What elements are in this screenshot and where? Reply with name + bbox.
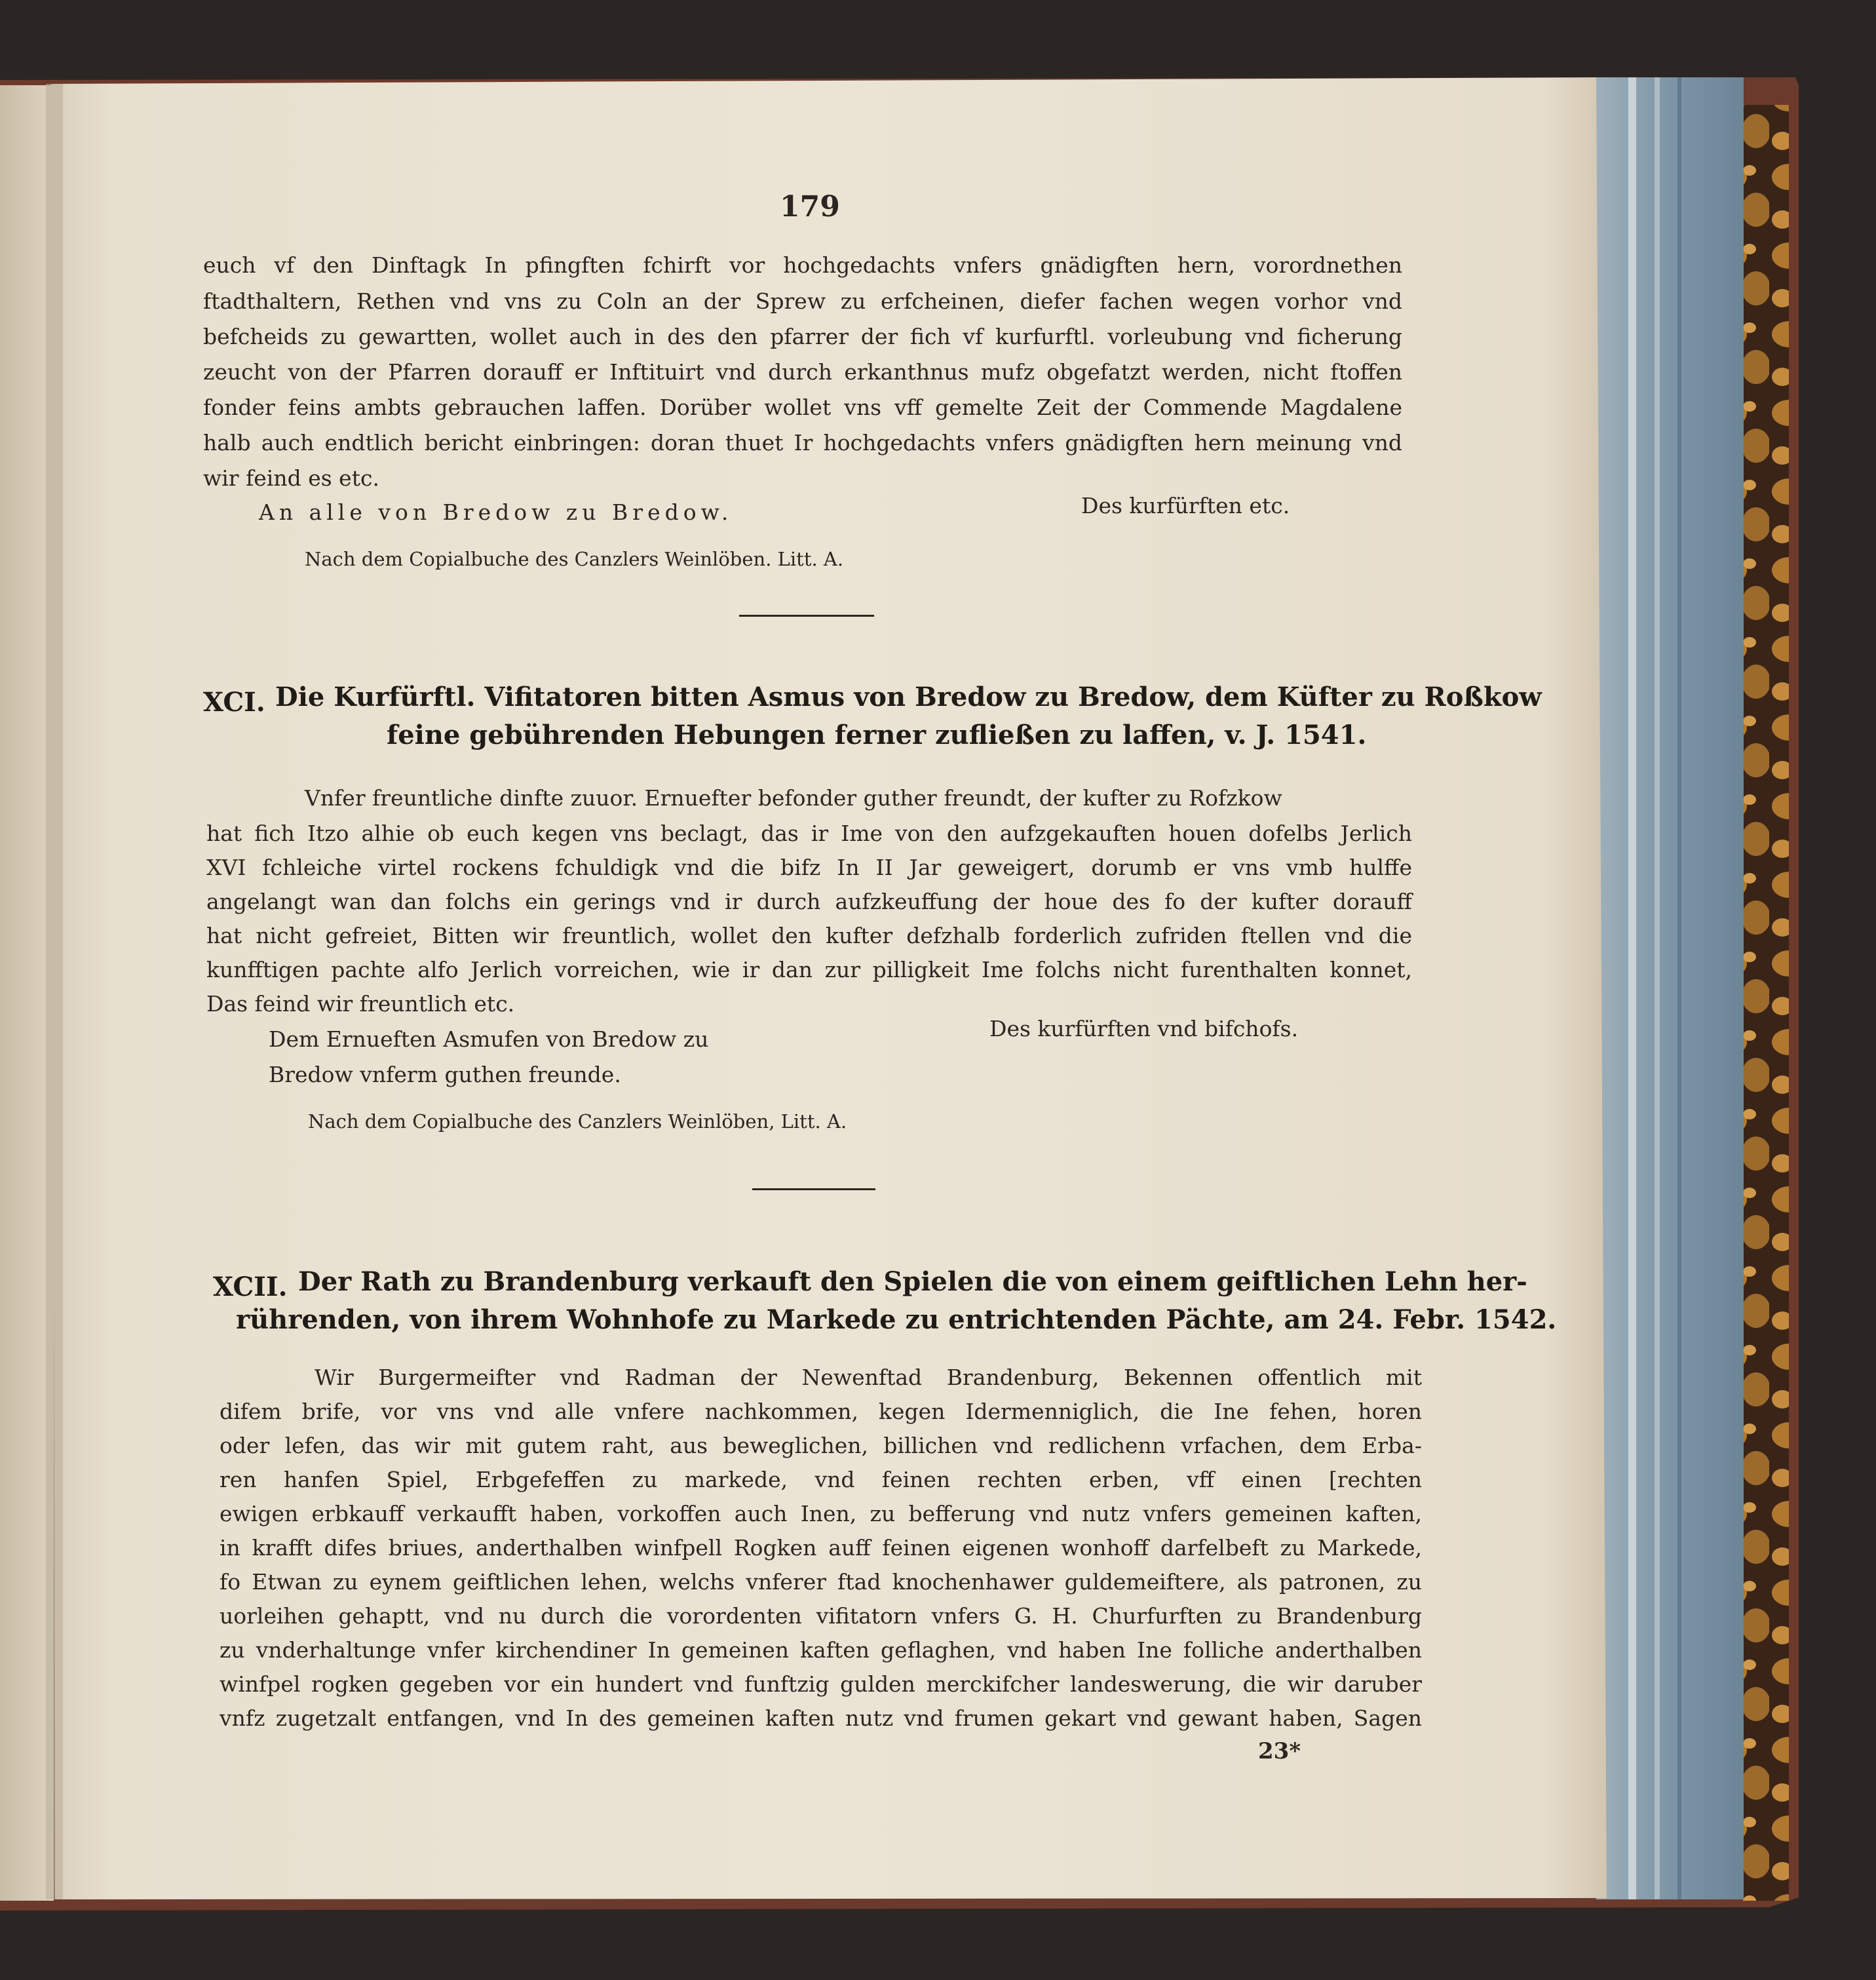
signature: Des kurfürften vnd bifchofs. (989, 1016, 1299, 1041)
text-line: uorleihen gehaptt, vnd nu durch die vorordenten vifitatorn vnfers G. H. Churfurften zu Brandenburg (220, 1603, 1422, 1629)
section-divider (739, 615, 874, 617)
section-numeral: XCI. (203, 687, 265, 718)
text-line: XVI fchleiche virtel rockens fchuldigk vnd die bifz In II Jar geweigert, dorumb er vns vmb hulffe (206, 855, 1412, 880)
text-line: fonder feins ambts gebrauchen laffen. Dorüber wollet vns vff gemelte Zeit der Commende Magdalene (203, 395, 1402, 420)
text-line: halb auch endtlich bericht einbringen: doran thuet Ir hochgedachts vnfers gnädigften hern meinung vnd (203, 430, 1402, 456)
text-line: zeucht von der Pfarren dorauff er Inftituirt vnd durch erkanthnus mufz obgefatzt werden, nicht ftoffen (203, 359, 1402, 385)
text-line: hat nicht gefreiet, Bitten wir freuntlich, wollet den kufter defzhalb forderlich zufriden ftellen vnd die (206, 923, 1412, 948)
address-line: Bredow vnferm guthen freunde. (269, 1062, 621, 1087)
section-numeral: XCII. (213, 1271, 288, 1302)
page-number: 179 (780, 190, 840, 223)
text-line: vnfz zugetzalt entfangen, vnd In des gemeinen kaften nutz vnd frumen gekart vnd gewant haben, Sagen (220, 1705, 1422, 1731)
text-line: oder lefen, das wir mit gutem raht, aus beweglichen, billichen vnd redlichenn vrfachen, dem Erba- (220, 1433, 1422, 1458)
address-line: An alle von Bredow zu Bredow. (259, 499, 733, 525)
section-title-line: rührenden, von ihrem Wohnhofe zu Markede zu entrichtenden Pächte, am 24. Febr. 1542. (236, 1304, 1557, 1335)
text-line: kunfftigen pachte alfo Jerlich vorreichen, wie ir dan zur pilligkeit Ime folchs nicht furenthalten konnet, (206, 957, 1412, 982)
text-line: hat fich Itzo alhie ob euch kegen vns beclagt, das ir Ime von den aufzgekauften houen dofelbs Jerlich (206, 821, 1412, 846)
text-line: Wir Burgermeifter vnd Radman der Newenftad Brandenburg, Bekennen offentlich mit (315, 1365, 1422, 1390)
text-line: difem brife, vor vns vnd alle vnfere nachkommen, kegen Idermenniglich, die Ine fehen, horen (220, 1399, 1422, 1424)
source-note: Nach dem Copialbuche des Canzlers Weinlöben, Litt. A. (308, 1110, 847, 1133)
text-line: winfpel rogken gegeben vor ein hundert vnd funftzig gulden merckifcher landeswerung, die wir daruber (220, 1671, 1422, 1697)
section-title-line: feine gebührenden Hebungen ferner zufließen zu laffen, v. J. 1541. (387, 720, 1367, 750)
text-line: in krafft difes briues, anderthalben winfpell Rogken auff feinen eigenen wonhoff darfelbeft zu Markede, (220, 1535, 1422, 1561)
text-line: euch vf den Dinftagk In pfingften fchirft vor hochgedachts vnfers gnädigften hern, vorordnethen (203, 252, 1402, 278)
address-line: Dem Ernueften Asmufen von Bredow zu (269, 1026, 709, 1052)
text-line: Vnfer freuntliche dinfte zuuor. Ernuefter befonder guther freundt, der kufter zu Rofzkow (305, 785, 1282, 811)
text-line: fo Etwan zu eynem geiftlichen lehen, welchs vnferer ftad knochenhawer guldemeiftere, als patronen, zu (220, 1569, 1422, 1595)
text-line: zu vnderhaltunge vnfer kirchendiner In gemeinen kaften geflaghen, vnd haben Ine folliche anderthalben (220, 1637, 1422, 1663)
text-line: ren hanfen Spiel, Erbgefeffen zu markede, vnd feinen rechten erben, vff einen [rechten (220, 1467, 1422, 1492)
section-divider (752, 1188, 875, 1190)
source-note: Nach dem Copialbuche des Canzlers Weinlöben. Litt. A. (305, 548, 844, 570)
text-line: ewigen erbkauff verkaufft haben, vorkoffen auch Inen, zu befferung vnd nutz vnfers gemeinen kaften, (220, 1501, 1422, 1526)
text-line: befcheids zu gewartten, wollet auch in des den pfarrer der fich vf kurfurftl. vorleubung vnd ficherung (203, 324, 1402, 349)
text-line: wir feind es etc. (203, 465, 379, 491)
signature: Des kurfürften etc. (1081, 493, 1290, 518)
text-line: ftadthaltern, Rethen vnd vns zu Coln an der Sprew zu erfcheinen, diefer fachen wegen vorhor vnd (203, 288, 1402, 314)
section-title-line: Der Rath zu Brandenburg verkauft den Spielen die von einem geiftlichen Lehn her- (298, 1266, 1527, 1297)
text-line: Das feind wir freuntlich etc. (206, 991, 515, 1017)
section-title-line: Die Kurfürftl. Vifitatoren bitten Asmus von Bredow zu Bredow, dem Küfter zu Roßkow (275, 682, 1542, 712)
signature-mark: 23* (1258, 1738, 1301, 1764)
text-line: angelangt wan dan folchs ein gerings vnd ir durch aufzkeuffung der houe des fo der kufter dorauff (206, 889, 1412, 914)
